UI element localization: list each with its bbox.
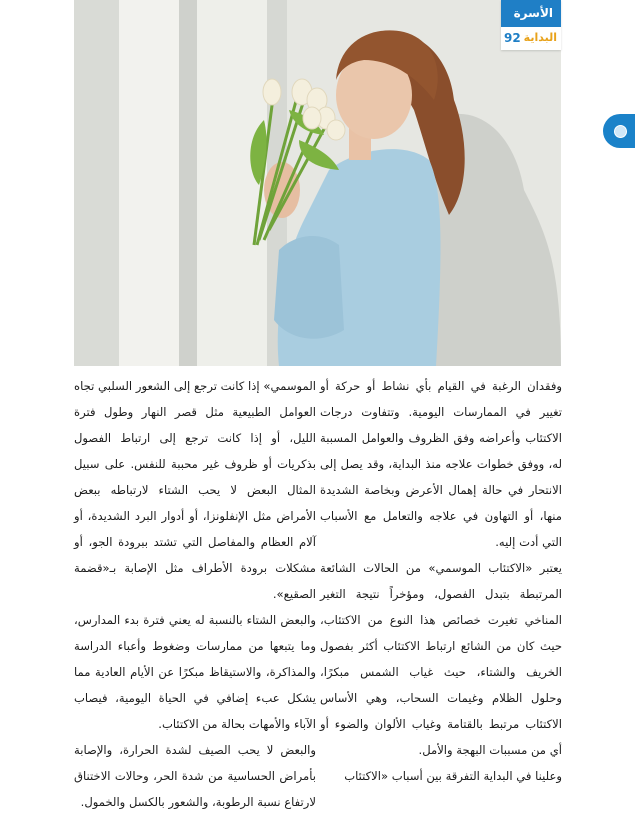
paragraph: الموسمي» إذا كانت ترجع إلى الشعور السلبي تجاه العوامل الطبيعية مثل قصر النهار وطول فترة الليل، أو إذا كانت ترجع إلى ارتباط الفصول بذكريات أو ظروف غير محببة للنفس. على سبيل المثال البعض لا يحب الشتاء لارتباطه ببعض الأمراض مثل الإنفلونزا، أو أدوار البرد الشديدة، أو آلام العظام والمفاصل التي تشتد ببرودة الجو، أو مشكلات برودة الأطراف مثل الإصابة بـ«قضمة الصقيع». [74,379,316,601]
magazine-logo: البداية [523,31,557,44]
bullet-dot-icon [614,125,627,138]
page-number: 92 [504,31,521,45]
section-badge [501,0,561,50]
woman-with-tulips-illustration [74,0,561,366]
paragraph: يعتبر «الاكتئاب الموسمي» من الحالات الشائعة المرتبطة بتبدل الفصول، ومؤخراً نتيجة التغير المناخي تغيرت خصائص هذا النوع من الاكتئاب، حيث كان من الشائع ارتباط الاكتئاب أكثر بفصول الخريف والشتاء، حيث غياب الشمس مبكرًا، وحلول الظلام وغيمات السحاب، وهي الأساس الاكتئاب مرتبط بالقتامة وغياب الألوان والضوء أو أي من مسببات البهجة والأمل. [320,561,562,757]
paragraph: والبعض الشتاء بالنسبة له يعني فترة بدء المدارس، وما يتبعها من ممارسات وضغوط وأعباء الدراسة والمذاكرة، والاستيقاظ مبكرًا عن الأيام العادية مما يشكل عبء إضافي في الحياة اليومية، فيصاب الآباء والأمهات بحالة من الاكتئاب. [74,613,316,731]
badge-footer [501,27,561,50]
paragraph: وفقدان الرغبة في القيام بأي نشاط أو حركة أو تغيير في الممارسات اليومية. وتتفاوت درجات الاكتئاب وأعراضه وفق الظروف والعوامل المسببة له، ووفق خطوات علاجه منذ البداية، وقد يصل إلى الانتحار في حالة إهمال الأعرض وبخاصة الشديدة منها، أو التهاون في علاجه والتعامل مع الأسباب التي أدت إليه. [320,379,562,549]
paragraph: والبعض لا يحب الصيف لشدة الحرارة، والإصابة بأمراض الحساسية من شدة الحر، وحالات الاختناق لارتفاع نسبة الرطوبة، والشعور بالكسل والخمول. [74,743,316,809]
article-photo [74,0,561,366]
side-tab-marker [603,114,635,148]
section-label: الأسرة [501,0,561,27]
article-column-left [74,373,316,815]
article-column-right [320,373,562,789]
paragraph: وعلينا في البداية التفرقة بين أسباب «الاكتئاب [344,769,562,783]
